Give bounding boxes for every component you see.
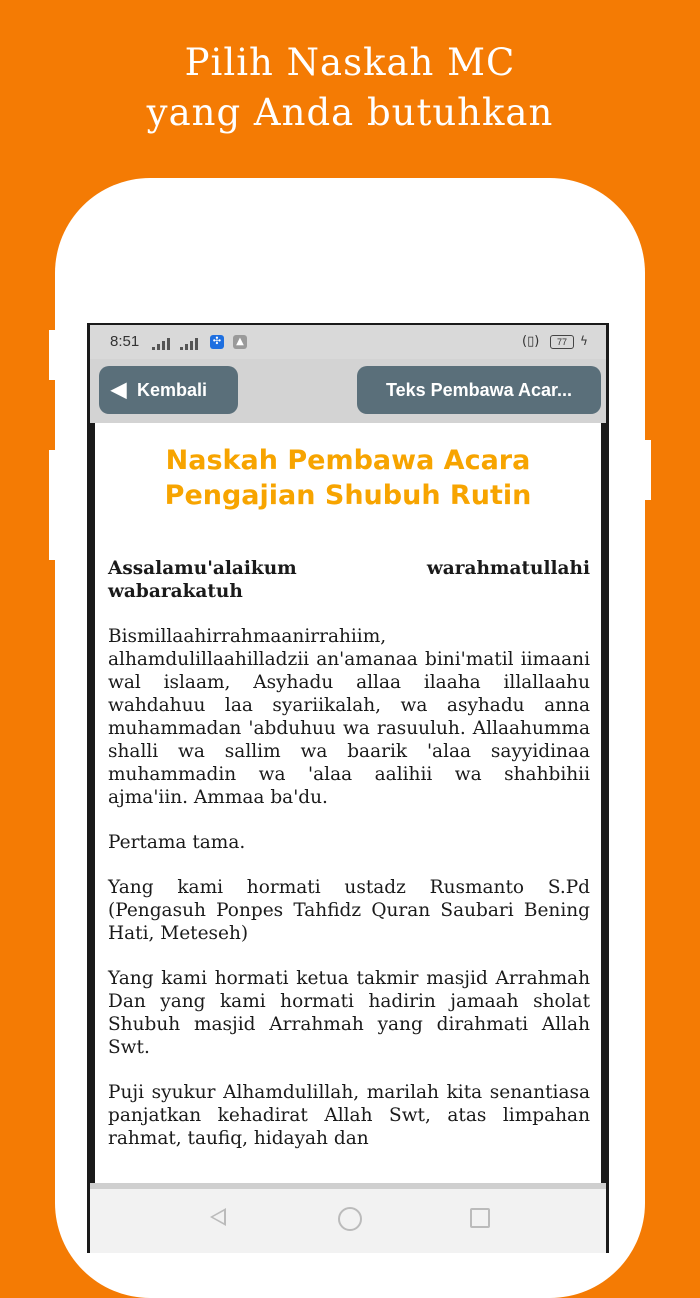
- body-paragraph: Yang kami hormati ustadz Rusmanto S.Pd (Pengasuh Ponpes Tahfidz Quran Saubari Bening Hati, Meteseh): [108, 877, 590, 944]
- app-notification-icon: ▲: [233, 335, 247, 349]
- phone-side-button: [49, 330, 57, 380]
- status-bar: [90, 325, 606, 359]
- body-paragraph: Pertama tama.: [108, 832, 246, 853]
- body-paragraph: Puji syukur Alhamdulillah, marilah kita senantiasa panjatkan kehadirat Allah Swt, atas limpahan rahmat, taufiq, hidayah dan: [108, 1082, 590, 1149]
- signal-icon: [180, 338, 200, 350]
- phone-side-button: [49, 450, 57, 560]
- signal-icon: [152, 338, 172, 350]
- title-button[interactable]: Teks Pembawa Acar...: [357, 366, 601, 414]
- navigation-bar: [90, 1189, 606, 1253]
- back-button[interactable]: [99, 366, 238, 414]
- greeting-paragraph: Assalamu'alaikum warahmatullahi wabarakatuh: [108, 558, 590, 602]
- document-content[interactable]: [95, 423, 601, 1191]
- document-body: [108, 557, 590, 1172]
- promo-line-1: Pilih Naskah MC: [184, 41, 516, 84]
- nav-recents-icon[interactable]: [470, 1208, 490, 1228]
- phone-side-button: [643, 440, 651, 500]
- document-title-line-2: Pengajian Shubuh Rutin: [164, 480, 532, 511]
- body-paragraph: Yang kami hormati ketua takmir masjid Arrahmah Dan yang kami hormati hadirin jamaah sholat Shubuh masjid Arrahmah yang dirahmati Allah Swt.: [108, 968, 590, 1058]
- promo-headline: [0, 38, 700, 138]
- document-title: [95, 443, 601, 513]
- battery-icon: 77: [550, 335, 574, 349]
- status-time: 8:51: [110, 333, 140, 350]
- phone-screen: [87, 323, 609, 1253]
- document-title-line-1: Naskah Pembawa Acara: [165, 445, 531, 476]
- nav-home-icon[interactable]: [338, 1207, 362, 1231]
- app-notification-icon: ✣: [210, 335, 224, 349]
- back-arrow-icon: ◀: [111, 379, 127, 401]
- charging-icon: ϟ: [580, 334, 588, 348]
- body-paragraph: Bismillaahirrahmaanirrahiim, alhamdulillaahilladzii an'amanaa bini'matil iimaani wal islaam, Asyhadu allaa ilaaha illallaahu wahdahuu laa syariikalah, wa asyhadu anna muhammadan 'abduhuu wa rasuuluh. Allaahumma shalli wa sallim wa baarik 'alaa sayyidinaa muhammadin wa 'alaa aalihii wa shahbihii ajma'iin. Ammaa ba'du.: [108, 626, 590, 808]
- nav-back-icon[interactable]: [210, 1208, 226, 1226]
- promo-line-2: yang Anda butuhkan: [146, 91, 554, 134]
- vibrate-icon: (▯): [522, 334, 540, 349]
- back-button-label: Kembali: [137, 380, 208, 400]
- toolbar: [90, 359, 606, 423]
